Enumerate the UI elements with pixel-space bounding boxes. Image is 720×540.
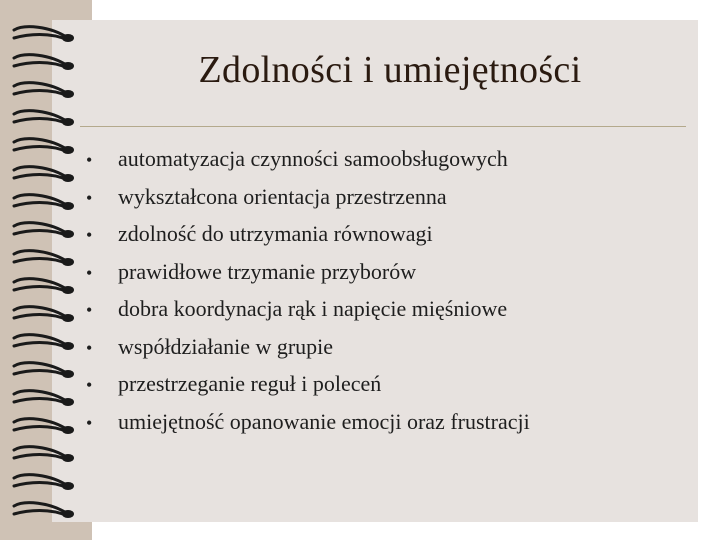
binding-ring: [14, 391, 74, 406]
binding-ring: [14, 55, 74, 70]
bullet-text: współdziałanie w grupie: [118, 333, 334, 359]
binding-ring: [14, 503, 74, 518]
bullet-text: wykształcona orientacja przestrzenna: [118, 183, 447, 209]
list-item: [86, 403, 686, 441]
slide-title: Zdolności i umiejętności: [198, 49, 582, 91]
binding-ring: [14, 83, 74, 98]
list-item: [86, 140, 686, 178]
bullet-text: automatyzacja czynności samoobsługowych: [118, 146, 508, 171]
bullet-icon: •: [86, 412, 93, 433]
list-item: [86, 290, 686, 328]
bullet-text: dobra koordynacja rąk i napięcie mięśniowe: [118, 296, 508, 321]
bullet-icon: •: [86, 337, 93, 358]
bullet-icon: •: [86, 187, 93, 208]
binding-ring: [14, 279, 74, 294]
list-item: [86, 328, 686, 366]
bullet-icon: •: [86, 300, 93, 320]
binding-ring: [14, 27, 74, 42]
binding-ring: [14, 475, 74, 490]
list-item: [86, 253, 686, 291]
spiral-binding-icon: [10, 18, 82, 528]
binding-ring: [14, 111, 74, 126]
title-divider: [80, 126, 686, 127]
bullet-list: [86, 140, 686, 440]
binding-ring: [14, 223, 74, 238]
binding-ring: [14, 447, 74, 462]
bullet-text: zdolność do utrzymania równowagi: [118, 221, 433, 246]
binding-ring: [14, 195, 74, 210]
binding-ring: [14, 363, 74, 378]
bullet-text: przestrzeganie reguł i poleceń: [118, 371, 382, 396]
binding-ring: [14, 167, 74, 182]
list-item: [86, 178, 686, 216]
bullet-icon: •: [86, 225, 93, 245]
binding-ring: [14, 419, 74, 434]
bullet-text: umiejętność opanowanie emocji oraz frustracji: [118, 408, 530, 434]
binding-ring: [14, 307, 74, 322]
bullet-icon: •: [86, 375, 93, 395]
bullet-text: prawidłowe trzymanie przyborów: [118, 258, 417, 284]
bullet-icon: •: [86, 262, 93, 283]
bullet-icon: •: [86, 150, 93, 170]
binding-ring: [14, 335, 74, 350]
list-item: [86, 215, 686, 253]
list-item: [86, 365, 686, 403]
binding-ring: [14, 139, 74, 154]
binding-ring: [14, 251, 74, 266]
